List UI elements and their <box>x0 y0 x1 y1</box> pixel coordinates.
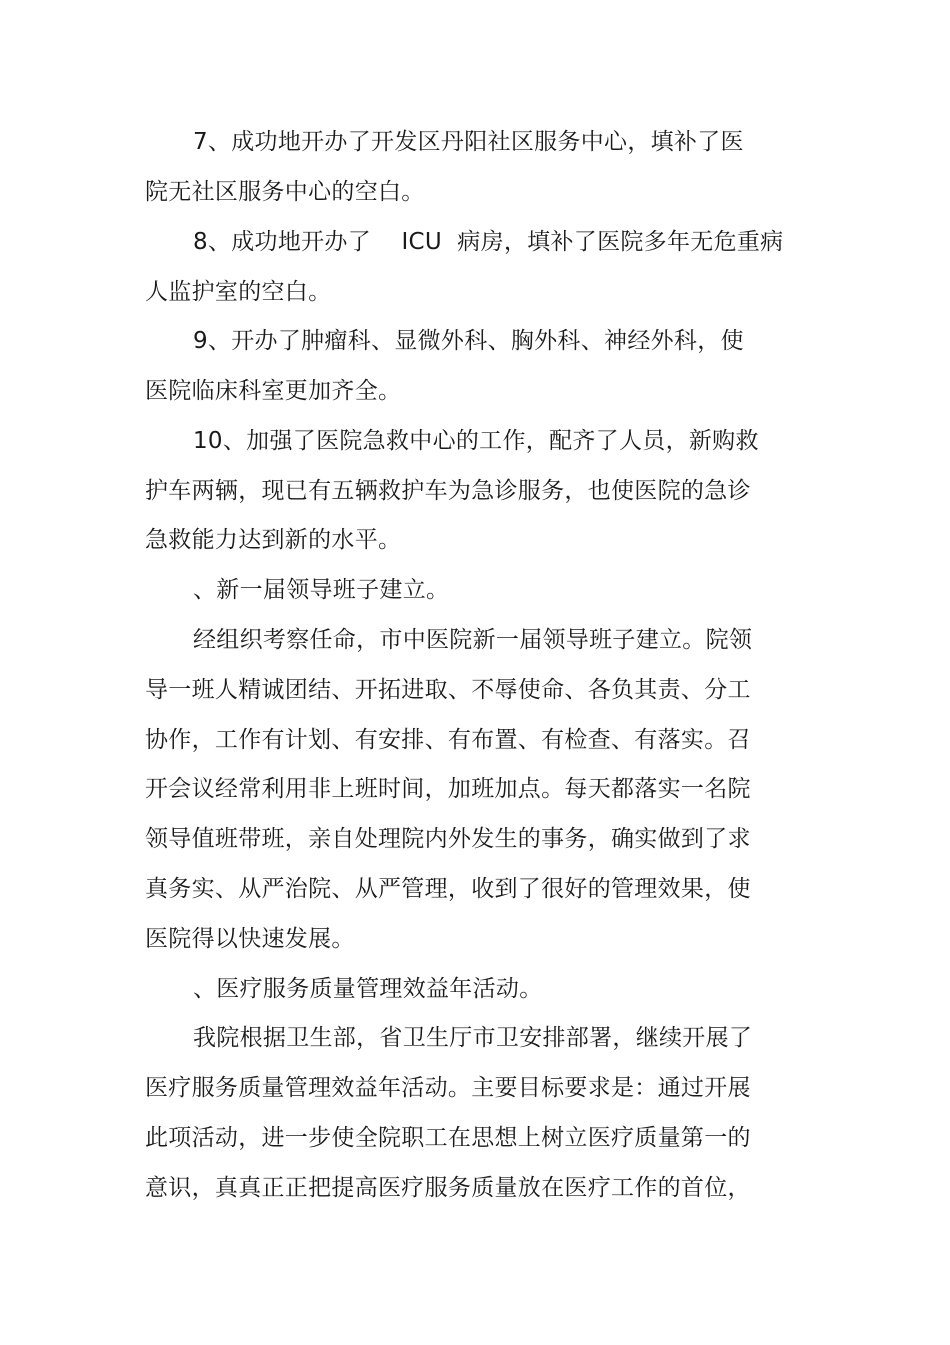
text-line: 医院临床科室更加齐全。 <box>145 378 402 404</box>
text-line: 开会议经常利用非上班时间，加班加点。每天都落实一名院 <box>145 776 751 802</box>
text-line: 此项活动，进一步使全院职工在思想上树立医疗质量第一的 <box>145 1125 751 1151</box>
section-heading: 、医疗服务质量管理效益年活动。 <box>193 976 543 1002</box>
text-line: 意识，真真正正把提高医疗服务质量放在医疗工作的首位， <box>145 1175 751 1201</box>
text-line: 9、开办了肿瘤科、显微外科、胸外科、神经外科，使 <box>193 328 744 354</box>
text-line: 领导值班带班，亲自处理院内外发生的事务，确实做到了求 <box>145 826 751 852</box>
text-line: 急救能力达到新的水平。 <box>145 527 402 553</box>
text-line: 10、加强了医院急救中心的工作，配齐了人员，新购救 <box>193 428 759 454</box>
text-line: 协作，工作有计划、有安排、有布置、有检查、有落实。召 <box>145 727 751 753</box>
text-line: 7、成功地开办了开发区丹阳社区服务中心，填补了医 <box>193 129 744 155</box>
text-line: 院无社区服务中心的空白。 <box>145 179 425 205</box>
text-line: 导一班人精诚团结、开拓进取、不辱使命、各负其责、分工 <box>145 677 751 703</box>
text-line: 8、成功地开办了 ICU 病房，填补了医院多年无危重病 <box>193 229 784 255</box>
text-line: 医疗服务质量管理效益年活动。主要目标要求是：通过开展 <box>145 1075 751 1101</box>
text-line: 我院根据卫生部，省卫生厅市卫安排部署，继续开展了 <box>193 1025 753 1051</box>
text-line: 人监护室的空白。 <box>145 279 332 305</box>
text-line: 真务实、从严治院、从严管理，收到了很好的管理效果，使 <box>145 876 751 902</box>
text-line: 经组织考察任命，市中医院新一届领导班子建立。院领 <box>193 627 753 653</box>
text-line: 医院得以快速发展。 <box>145 926 355 952</box>
section-heading: 、新一届领导班子建立。 <box>193 577 450 603</box>
text-line: 护车两辆，现已有五辆救护车为急诊服务，也使医院的急诊 <box>145 478 751 504</box>
